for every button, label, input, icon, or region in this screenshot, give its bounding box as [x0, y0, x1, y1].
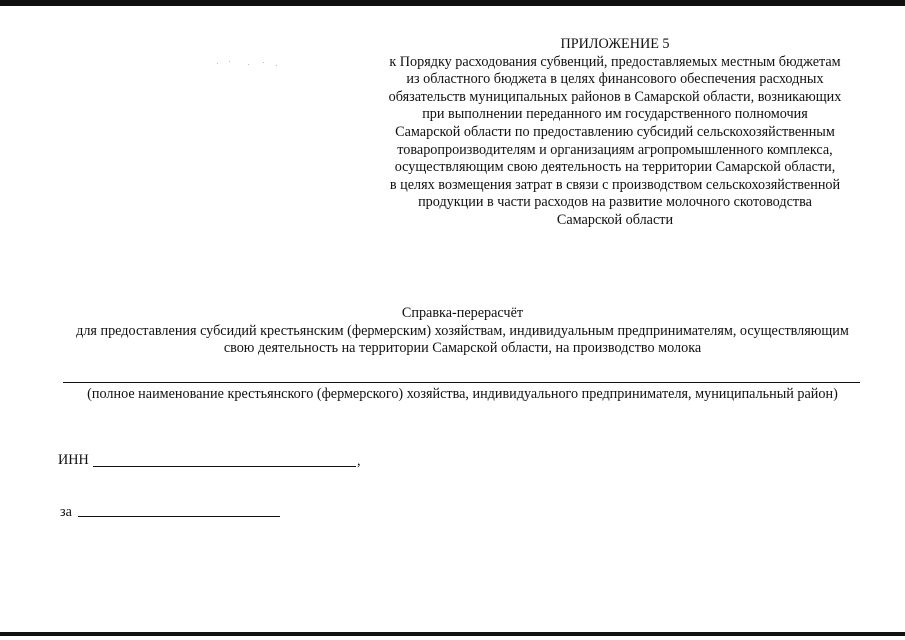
- inn-label: ИНН: [58, 452, 89, 468]
- period-input-line[interactable]: [78, 516, 280, 517]
- appendix-line: товаропроизводителям и организациям агропромышленного комплекса,: [397, 141, 833, 158]
- certificate-title: Справка-перерасчёт: [401, 305, 524, 321]
- certificate-subtitle-line: для предоставления субсидий крестьянским (фермерским) хозяйствам, индивидуальным предпринимателям, осуществляющим: [76, 322, 849, 339]
- appendix-line: к Порядку расходования субвенций, предоставляемых местным бюджетам: [389, 53, 841, 70]
- appendix-text: [360, 54, 870, 230]
- entity-name-input-line[interactable]: [63, 382, 860, 383]
- bottom-border: [0, 632, 905, 636]
- appendix-line: осуществляющим свою деятельность на территории Самарской области,: [394, 159, 836, 176]
- appendix-header: [360, 36, 870, 230]
- appendix-line: в целях возмещения затрат в связи с производством сельскохозяйственной: [389, 176, 841, 193]
- inn-input-line[interactable]: [93, 466, 356, 467]
- appendix-line: продукции в части расходов на развитие молочного скотоводства: [418, 194, 812, 211]
- inn-suffix: ,: [357, 453, 361, 469]
- appendix-line: обязательств муниципальных районов в Самарской области, возникающих: [388, 88, 842, 105]
- scan-specks: [215, 60, 285, 68]
- appendix-line: из областного бюджета в целях финансового обеспечения расходных: [406, 71, 824, 88]
- period-label: за: [60, 504, 72, 520]
- appendix-line: Самарской области по предоставлению субсидий сельскохозяйственным: [395, 123, 835, 140]
- certificate-subtitle-line: свою деятельность на территории Самарской области, на производство молока: [223, 340, 702, 357]
- appendix-title: ПРИЛОЖЕНИЕ 5: [560, 36, 670, 52]
- appendix-line: Самарской области: [556, 211, 674, 228]
- certificate-heading: [40, 305, 885, 358]
- entity-name-caption: (полное наименование крестьянского (фермерского) хозяйства, индивидуального предпринимателя, муниципальный район): [87, 386, 838, 402]
- top-border: [0, 0, 905, 6]
- appendix-line: при выполнении переданного им государственного полномочия: [422, 106, 808, 123]
